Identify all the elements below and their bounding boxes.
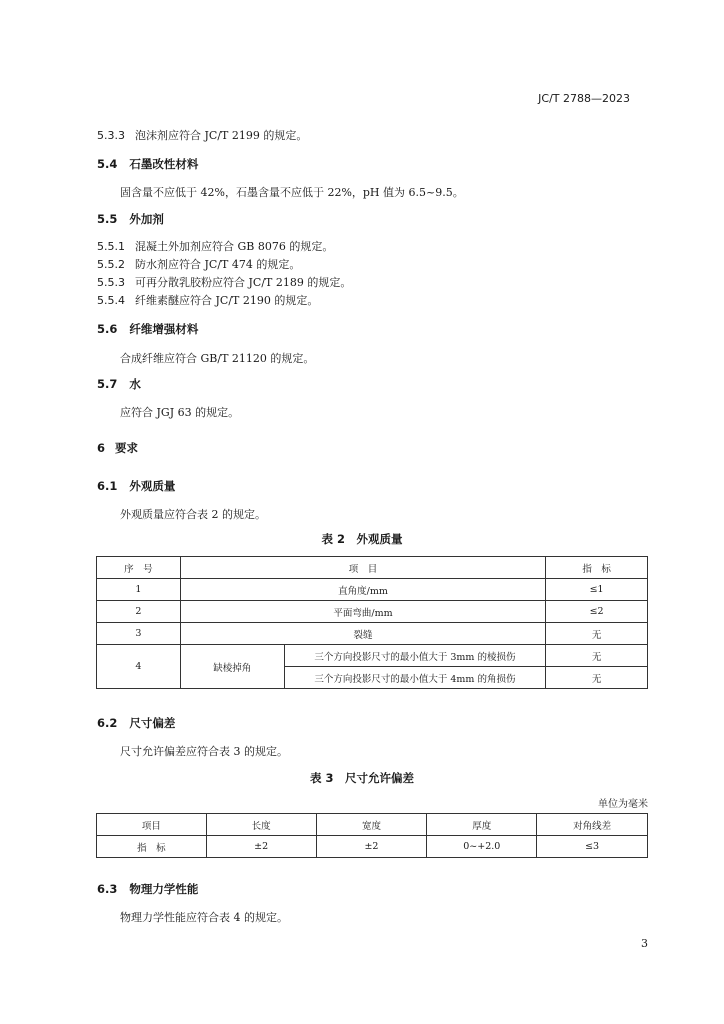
table-row <box>97 836 648 858</box>
header-item: 项 目 <box>180 557 545 579</box>
clause-6-2-heading <box>97 716 175 730</box>
cell-item: 三个方向投影尺寸的最小值大于 3mm 的棱损伤 <box>284 645 546 667</box>
clause-title: 外观质量 <box>129 479 176 493</box>
cell-length: ±2 <box>206 836 316 858</box>
header-item: 项目 <box>97 814 207 836</box>
cell-item: 三个方向投影尺寸的最小值大于 4mm 的角损伤 <box>284 667 546 689</box>
clause-title: 石墨改性材料 <box>129 157 199 171</box>
clause-5-5-4 <box>97 294 318 308</box>
table-2-appearance-quality <box>96 556 648 689</box>
cell-value: ≤2 <box>546 601 648 623</box>
cell-group: 缺棱掉角 <box>180 645 284 689</box>
table-3-unit: 单位为毫米 <box>598 799 648 810</box>
cell-seq: 1 <box>97 579 181 601</box>
cell-width: ±2 <box>316 836 427 858</box>
clause-6-1-heading <box>97 479 175 493</box>
clause-5-3-3 <box>97 129 307 143</box>
clause-5-5-2 <box>97 258 300 272</box>
clause-number: 5.6 <box>97 322 118 336</box>
header-seq: 序 号 <box>97 557 181 579</box>
cell-value: ≤1 <box>546 579 648 601</box>
header-length: 长度 <box>206 814 316 836</box>
clause-title: 物理力学性能 <box>129 882 199 896</box>
standard-number: JC/T 2788—2023 <box>538 92 630 105</box>
clause-6-heading <box>97 441 138 455</box>
clause-number: 5.5.1 <box>97 240 125 253</box>
cell-value: 无 <box>546 667 648 689</box>
clause-text: 泡沫剂应符合 JC/T 2199 的规定。 <box>135 129 308 142</box>
cell-thickness: 0~+2.0 <box>427 836 537 858</box>
clause-number: 6.1 <box>97 479 118 493</box>
clause-5-6-heading <box>97 322 198 336</box>
clause-title: 尺寸偏差 <box>129 716 176 730</box>
clause-5-5-heading <box>97 212 164 226</box>
clause-number: 5.5.2 <box>97 258 125 271</box>
clause-number: 5.3.3 <box>97 129 125 142</box>
clause-title: 要求 <box>115 441 139 455</box>
table-header-row <box>97 814 648 836</box>
clause-number: 6.3 <box>97 882 118 896</box>
header-width: 宽度 <box>316 814 427 836</box>
cell-label: 指 标 <box>97 836 207 858</box>
table-row <box>97 645 648 667</box>
clause-5-7-heading <box>97 377 141 391</box>
clause-5-5-3 <box>97 276 351 290</box>
clause-number: 6.2 <box>97 716 118 730</box>
clause-6-1-body: 外观质量应符合表 2 的规定。 <box>120 508 266 521</box>
clause-6-3-heading <box>97 882 198 896</box>
clause-number: 5.7 <box>97 377 118 391</box>
table-3-caption: 表 3 尺寸允许偏差 <box>309 771 414 785</box>
table-row <box>97 579 648 601</box>
clause-number: 5.5.4 <box>97 294 125 307</box>
cell-item: 直角度/mm <box>180 579 545 601</box>
clause-number: 5.5 <box>97 212 118 226</box>
clause-5-6-body: 合成纤维应符合 GB/T 21120 的规定。 <box>120 352 315 365</box>
clause-5-4-body: 固含量不应低于 42%，石墨含量不应低于 22%，pH 值为 6.5~9.5。 <box>120 186 464 199</box>
clause-number: 6 <box>97 441 106 455</box>
clause-text: 可再分散乳胶粉应符合 JC/T 2189 的规定。 <box>135 276 352 289</box>
table-row <box>97 601 648 623</box>
table-row <box>97 623 648 645</box>
cell-value: 无 <box>546 623 648 645</box>
cell-seq: 4 <box>97 645 181 689</box>
clause-5-7-body: 应符合 JGJ 63 的规定。 <box>120 406 240 419</box>
clause-text: 防水剂应符合 JC/T 474 的规定。 <box>135 258 301 271</box>
cell-seq: 2 <box>97 601 181 623</box>
cell-item: 裂缝 <box>180 623 545 645</box>
cell-seq: 3 <box>97 623 181 645</box>
clause-6-3-body: 物理力学性能应符合表 4 的规定。 <box>120 911 288 924</box>
clause-5-5-1 <box>97 240 333 254</box>
page-number: 3 <box>641 937 648 950</box>
cell-item: 平面弯曲/mm <box>180 601 545 623</box>
header-index: 指 标 <box>546 557 648 579</box>
clause-5-4-heading <box>97 157 198 171</box>
clause-text: 混凝土外加剂应符合 GB 8076 的规定。 <box>135 240 334 253</box>
table-2-caption: 表 2 外观质量 <box>321 532 403 546</box>
cell-diagonal: ≤3 <box>537 836 648 858</box>
header-diagonal: 对角线差 <box>537 814 648 836</box>
clause-number: 5.5.3 <box>97 276 125 289</box>
cell-value: 无 <box>546 645 648 667</box>
header-thickness: 厚度 <box>427 814 537 836</box>
clause-text: 纤维素醚应符合 JC/T 2190 的规定。 <box>135 294 319 307</box>
clause-title: 水 <box>129 377 141 391</box>
clause-6-2-body: 尺寸允许偏差应符合表 3 的规定。 <box>120 745 288 758</box>
clause-number: 5.4 <box>97 157 118 171</box>
table-3-dimension-deviation <box>96 813 648 858</box>
clause-title: 纤维增强材料 <box>129 322 199 336</box>
clause-title: 外加剂 <box>129 212 164 226</box>
table-header-row <box>97 557 648 579</box>
